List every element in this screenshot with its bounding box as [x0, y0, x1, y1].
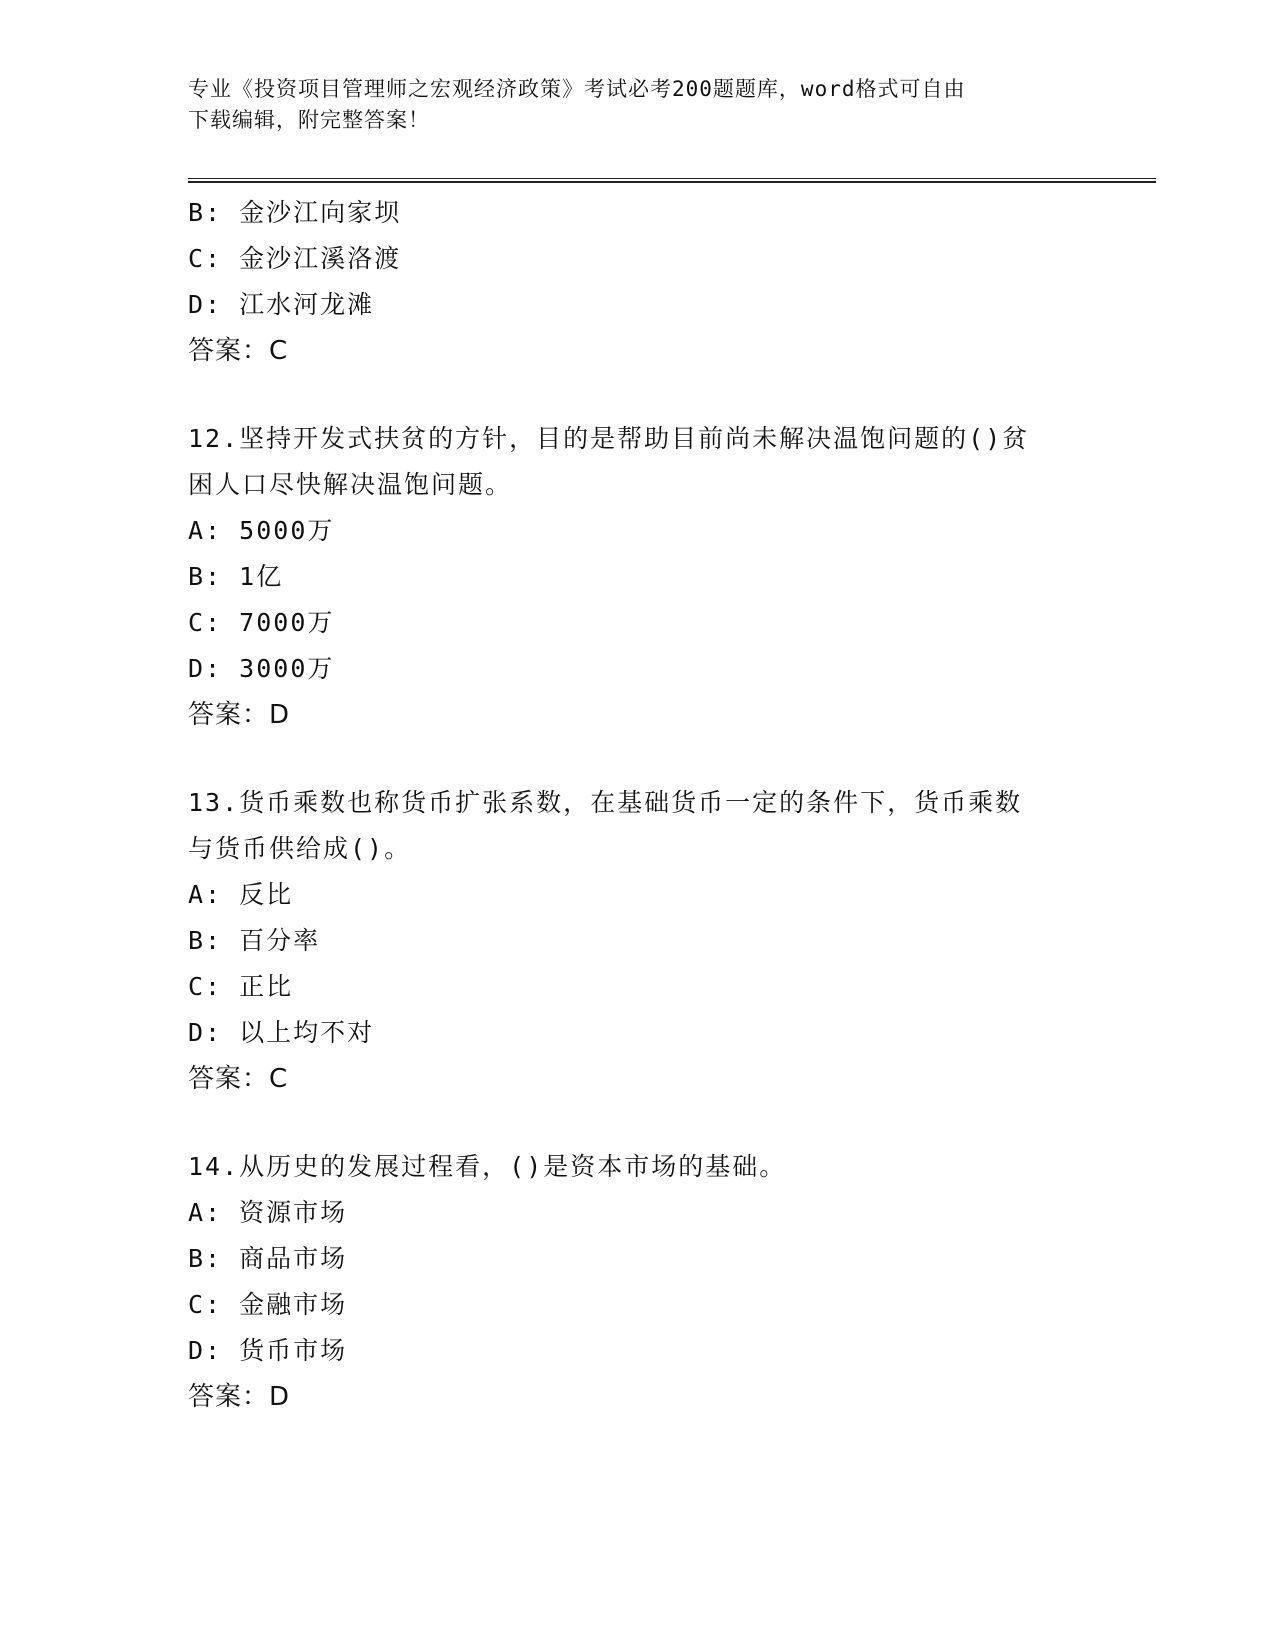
option-key: D:	[188, 1336, 223, 1365]
question-12	[188, 416, 1088, 738]
option-text: 江水河龙滩	[239, 290, 375, 319]
option-c	[188, 964, 1088, 1010]
option-key: C:	[188, 972, 223, 1001]
option-text: 金沙江向家坝	[239, 198, 402, 227]
option-key: B:	[188, 198, 223, 227]
option-key: A:	[188, 880, 223, 909]
option-b	[188, 1236, 1088, 1282]
option-b	[188, 554, 1088, 600]
option-d	[188, 646, 1088, 692]
answer: 答案：D	[188, 1382, 291, 1412]
option-key: C:	[188, 608, 223, 637]
option-b	[188, 190, 1088, 236]
option-a	[188, 1190, 1088, 1236]
option-b	[188, 918, 1088, 964]
option-c	[188, 1282, 1088, 1328]
header-line-1: 专业《投资项目管理师之宏观经济政策》考试必考200题题库，word格式可自由	[188, 77, 966, 101]
option-a	[188, 872, 1088, 918]
option-text: 商品市场	[239, 1244, 348, 1273]
option-text: 金融市场	[239, 1290, 348, 1319]
question-list	[188, 190, 1088, 1420]
option-key: D:	[188, 290, 223, 319]
option-key: D:	[188, 654, 223, 683]
question-text-line-1: 13.货币乘数也称货币扩张系数，在基础货币一定的条件下，货币乘数	[188, 788, 1023, 817]
option-text: 资源市场	[239, 1198, 348, 1227]
option-key: A:	[188, 516, 223, 545]
option-d	[188, 1010, 1088, 1056]
question-13	[188, 780, 1088, 1102]
option-c	[188, 600, 1088, 646]
document-header	[188, 74, 1088, 136]
question-text-line-2: 与货币供给成()。	[188, 834, 412, 863]
header-line-2: 下载编辑，附完整答案！	[188, 108, 430, 132]
option-key: A:	[188, 1198, 223, 1227]
option-text: 金沙江溪洛渡	[239, 244, 402, 273]
option-d	[188, 282, 1088, 328]
question-text-line-1: 12.坚持开发式扶贫的方针，目的是帮助目前尚未解决温饱问题的()贫	[188, 424, 1030, 453]
question-11-tail	[188, 190, 1088, 374]
option-key: C:	[188, 244, 223, 273]
option-text: 货币市场	[239, 1336, 348, 1365]
question-text-line-2: 困人口尽快解决温饱问题。	[188, 470, 513, 499]
option-a	[188, 508, 1088, 554]
header-divider	[188, 178, 1156, 183]
option-c	[188, 236, 1088, 282]
answer: 答案：C	[188, 336, 289, 366]
answer: 答案：D	[188, 700, 291, 730]
option-key: B:	[188, 926, 223, 955]
option-text: 5000万	[239, 516, 335, 545]
option-key: B:	[188, 562, 223, 591]
question-text-line-1: 14.从历史的发展过程看，()是资本市场的基础。	[188, 1152, 787, 1181]
option-text: 1亿	[239, 562, 284, 591]
option-text: 百分率	[239, 926, 321, 955]
option-text: 正比	[239, 972, 294, 1001]
option-text: 3000万	[239, 654, 335, 683]
option-text: 7000万	[239, 608, 335, 637]
answer: 答案：C	[188, 1064, 289, 1094]
option-d	[188, 1328, 1088, 1374]
option-key: D:	[188, 1018, 223, 1047]
option-text: 以上均不对	[239, 1018, 375, 1047]
option-key: C:	[188, 1290, 223, 1319]
option-text: 反比	[239, 880, 294, 909]
question-14	[188, 1144, 1088, 1420]
option-key: B:	[188, 1244, 223, 1273]
